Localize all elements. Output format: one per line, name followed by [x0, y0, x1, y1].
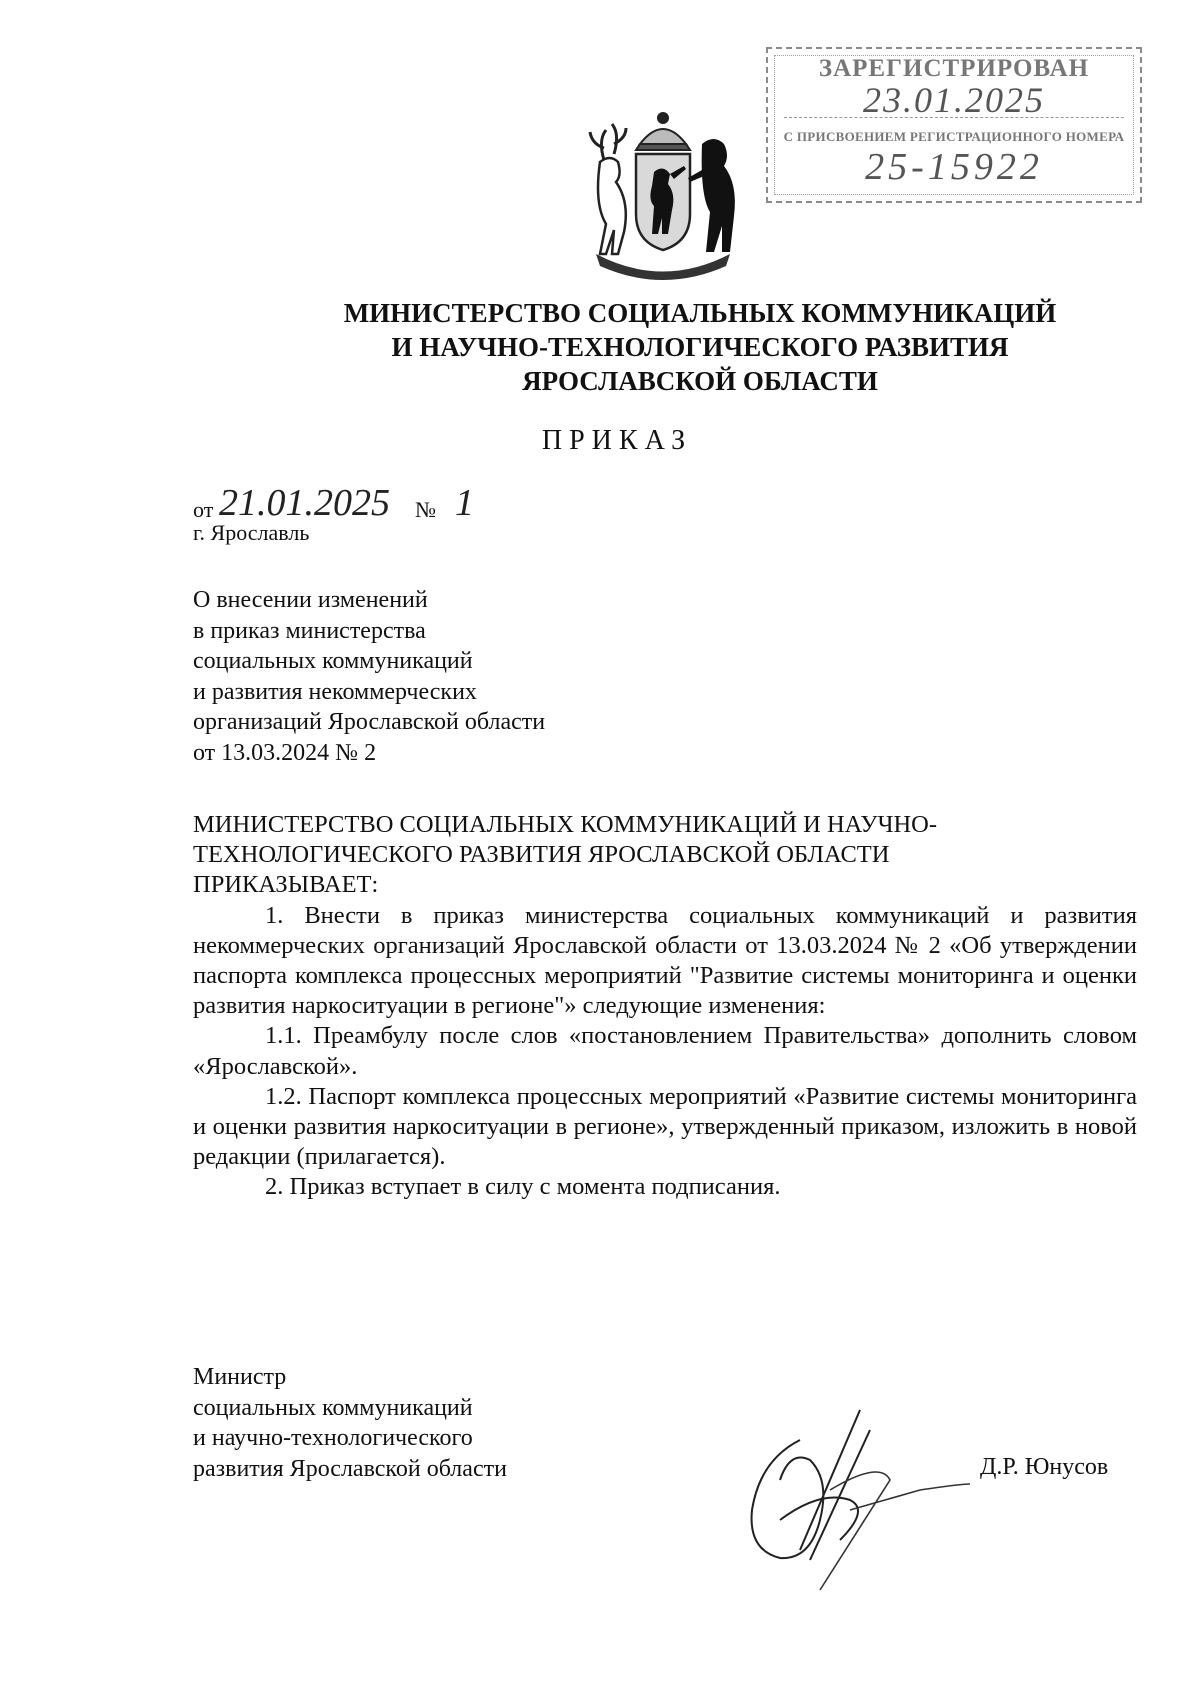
preamble-line3: ПРИКАЗЫВАЕТ:	[193, 871, 379, 899]
ministry-header-line1: МИНИСТЕРСТВО СОЦИАЛЬНЫХ КОММУНИКАЦИЙ	[343, 298, 1057, 328]
stamp-divider	[784, 117, 1124, 118]
stamp-registration-number: 25-15922	[865, 146, 1043, 188]
signatory-position-line: Министр	[193, 1364, 287, 1390]
order-body	[193, 810, 1137, 1203]
subject-line: организаций Ярославской области	[193, 709, 546, 735]
preamble-line1: МИНИСТЕРСТВО СОЦИАЛЬНЫХ КОММУНИКАЦИЙ И НАУЧНО-	[193, 811, 938, 838]
stamp-title: ЗАРЕГИСТРИРОВАН	[818, 55, 1090, 82]
subject-line: социальных коммуникаций	[193, 648, 473, 674]
ministry-header	[300, 296, 1100, 398]
signer-name: Д.Р. Юнусов	[980, 1454, 1109, 1480]
order-item: 1. Внести в приказ министерства социальных коммуникаций и развития некоммерческих организаций Ярославской области от 13.03.2024 № 2 «Об утверждении паспорта комплекса процессных мероприятий "Развитие системы мониторинга и оценки развития наркоситуации в регионе"» следующие изменения:	[193, 901, 1137, 1020]
subject-line: от 13.03.2024 № 2	[193, 739, 377, 766]
subject-line: и развития некоммерческих	[193, 678, 477, 705]
ministry-header-line2: И НАУЧНО-ТЕХНОЛОГИЧЕСКОГО РАЗВИТИЯ	[391, 332, 1009, 362]
signatory-position-line: и научно-технологического	[193, 1425, 473, 1451]
ministry-header-line3: ЯРОСЛАВСКОЙ ОБЛАСТИ	[522, 366, 878, 396]
signatory-position-line: социальных коммуникаций	[193, 1394, 473, 1421]
number-label: №	[415, 497, 436, 522]
stamp-subtitle: С ПРИСВОЕНИЕМ РЕГИСТРАЦИОННОГО НОМЕРА	[783, 129, 1125, 144]
order-item: 1.1. Преамбулу после слов «постановлением Правительства» дополнить словом «Ярославской».	[193, 1022, 1137, 1080]
handwritten-date: 21.01.2025	[219, 482, 390, 524]
handwritten-number: 1	[455, 482, 474, 524]
order-item: 1.2. Паспорт комплекса процессных мероприятий «Развитие системы мониторинга и оценки развития наркоситуации в регионе», утвержденный приказом, изложить в новой редакции (прилагается).	[193, 1082, 1137, 1171]
signatory-position	[193, 1362, 507, 1484]
handwritten-signature	[740, 1400, 970, 1600]
order-title: ПРИКАЗ	[541, 425, 693, 456]
city: г. Ярославль	[193, 520, 310, 545]
order-item: 2. Приказ вступает в силу с момента подписания.	[265, 1173, 781, 1201]
registration-stamp	[766, 47, 1142, 203]
subject-line: О внесении изменений	[193, 587, 428, 613]
preamble-line2: ТЕХНОЛОГИЧЕСКОГО РАЗВИТИЯ ЯРОСЛАВСКОЙ ОБЛАСТИ	[193, 841, 890, 869]
stamp-date: 23.01.2025	[863, 80, 1045, 120]
date-from-label: от	[193, 497, 214, 522]
coat-of-arms-icon	[578, 104, 748, 280]
subject-line: в приказ министерства	[193, 617, 426, 644]
order-subject	[193, 585, 545, 768]
signatory-position-line: развития Ярославской области	[193, 1455, 507, 1482]
